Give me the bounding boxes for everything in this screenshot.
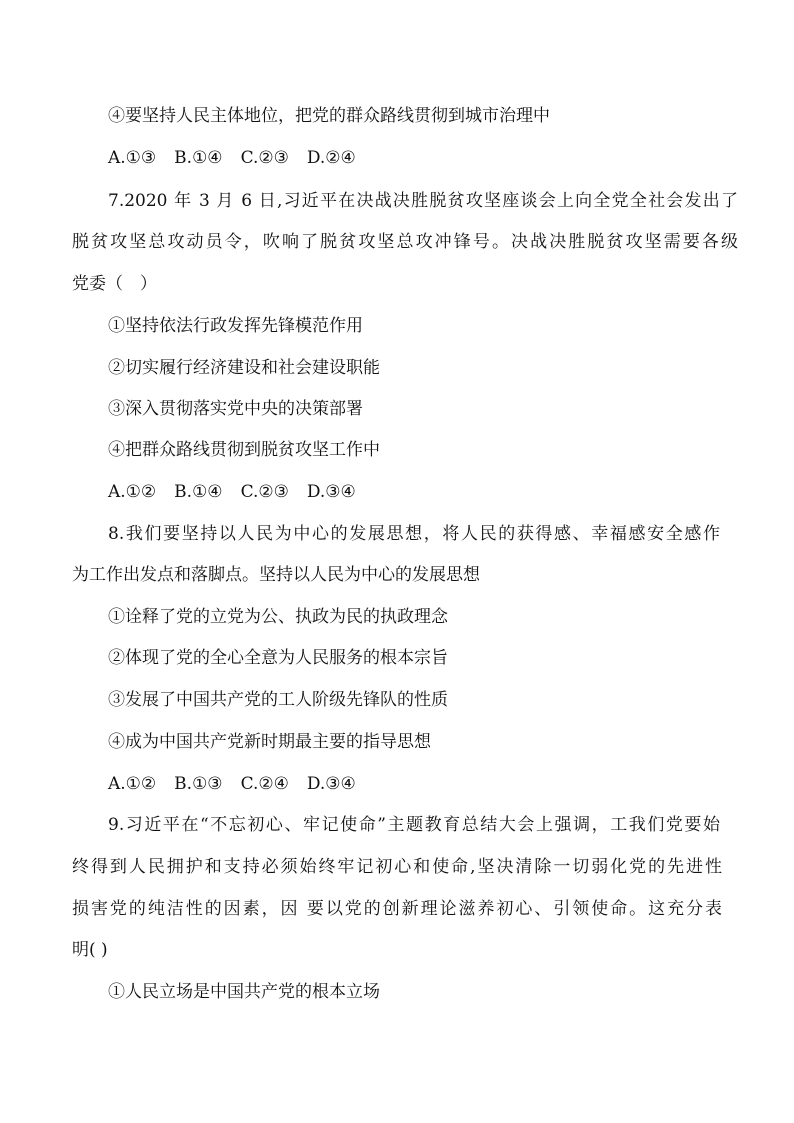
q9-option-1: ①人民立场是中国共产党的根本立场 [108,982,380,1002]
q6-option-4: ④要坚持人民主体地位，把党的群众路线贯彻到城市治理中 [108,106,550,126]
q8-answer-c: C.②④ [240,774,289,794]
q6-answer-c: C.②③ [240,148,289,168]
q8-answer-choices [108,772,374,796]
q8-option-4: ④成为中国共产党新时期最主要的指导思想 [108,732,431,752]
q6-answer-d: D.②④ [306,148,356,168]
q9-stem-line-3: 损害党的纯洁性的因素，因 要以党的创新理论滋养初心、引领使命。这充分表 [72,899,722,919]
q9-stem-line-4: 明( ) [72,940,108,960]
q7-answer-d: D.③④ [306,482,356,502]
q8-stem-line-1: 8.我们要坚持以人民为中心的发展思想，将人民的获得感、幸福感安全感作 [108,524,720,544]
q7-stem-line-1: 7.2020 年 3 月 6 日,习近平在决战决胜脱贫攻坚座谈会上向全党全社会发出了 [108,191,738,211]
q7-option-1: ①坚持依法行政发挥先锋模范作用 [108,316,363,336]
q7-answer-a: A.①② [108,482,157,502]
q8-option-1: ①诠释了党的立党为公、执政为民的执政理念 [108,607,448,627]
q6-answer-a: A.①③ [108,148,157,168]
q8-answer-a: A.①② [108,774,157,794]
q9-stem-line-2: 终得到人民拥护和支持必须始终牢记初心和使命,坚决清除一切弱化党的先进性 [72,857,722,877]
q9-stem-line-1: 9.习近平在“不忘初心、牢记使命”主题教育总结大会上强调，工我们党要始 [108,815,720,835]
q6-answer-choices [108,146,374,170]
q8-option-3: ③发展了中国共产党的工人阶级先锋队的性质 [108,690,448,710]
q7-stem-line-3: 党委（ ） [72,274,157,294]
q8-answer-b: B.①③ [174,774,223,794]
q7-option-3: ③深入贯彻落实党中央的决策部署 [108,399,363,419]
q7-option-4: ④把群众路线贯彻到脱贫攻坚工作中 [108,440,380,460]
q8-answer-d: D.③④ [306,774,356,794]
q7-answer-b: B.①④ [174,482,223,502]
q6-answer-b: B.①④ [174,148,223,168]
q8-stem-line-2: 为工作出发点和落脚点。坚持以人民为中心的发展思想 [72,565,480,585]
q7-option-2: ②切实履行经济建设和社会建设职能 [108,358,380,378]
q7-stem-line-2: 脱贫攻坚总攻动员令，吹响了脱贫攻坚总攻冲锋号。决战决胜脱贫攻坚需要各级 [72,232,738,252]
q8-option-2: ②体现了党的全心全意为人民服务的根本宗旨 [108,648,448,668]
q7-answer-c: C.②③ [240,482,289,502]
q7-answer-choices [108,480,374,504]
